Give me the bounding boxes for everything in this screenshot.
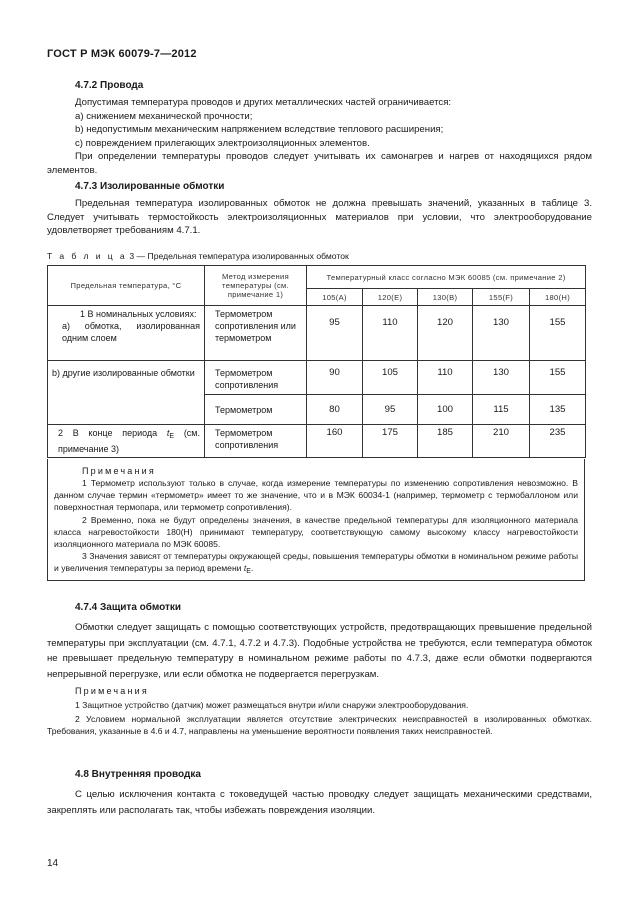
table-row (48, 306, 586, 361)
table-cell: Термометром сопротивления или термометром (205, 306, 307, 361)
symbol-subscript: E (169, 433, 175, 440)
note-item: 1 Защитное устройство (датчик) может размещаться внутри и/или снаружи электрооборудования. (75, 700, 469, 710)
section-title: 4.7.3 Изолированные обмотки (75, 181, 225, 192)
table-cell: 235 (530, 425, 586, 458)
note-item: 2 Временно, пока не будут определены значения, в качестве предельной температуры для изоляционного материала класса нагревостойкости 180(Н) принимают температуру, соответствующую самому высокому классу нагревостойкости изоляционного материала по МЭК 60085. (54, 514, 578, 550)
table-cell: 135 (530, 395, 586, 425)
note-item: 2 Условием нормальной эксплуатации является отсутствие электрических неисправностей в изолированных обмотках. Требования, указанные в 4.6 и 4.7, направлены на уменьшение вероятности появления таких неисправностей. (47, 714, 592, 737)
notes-title: Примечания (75, 686, 149, 696)
table-cell: 90 (307, 361, 363, 395)
row-label (48, 425, 205, 458)
list-item: а) снижением механической прочности; (75, 110, 253, 122)
section-title: 4.8 Внутренняя проводка (75, 769, 201, 780)
note-text: 3 Значения зависят от температуры окружающей среды, повышения температуры обмотки в номинальном режиме работы и увеличения температуры за период времени (54, 551, 578, 574)
table-notes (47, 459, 585, 581)
table-cell: 100 (418, 395, 473, 425)
section-4-7-4 (47, 601, 592, 738)
paragraph: Допустимая температура проводов и других металлических частей ограничивается: (75, 97, 452, 108)
note-text-end: . (250, 563, 254, 574)
table-cell: 80 (307, 395, 363, 425)
header-method: Метод измерения температуры (см. примечание 1) (205, 266, 307, 306)
section-title: 4.7.4 Защита обмотки (75, 602, 181, 613)
paragraph: С целью исключения контакта с токоведущей частью проводку следует защищать механическими средствами, закреплять или располагать так, чтобы избежать повреждения изоляции. (47, 789, 592, 816)
table-cell: Термометром (205, 395, 307, 425)
table-cell: 155 (530, 306, 586, 361)
table-cell: 185 (418, 425, 473, 458)
table-caption-prefix: Т а б л и ц а (47, 251, 127, 261)
table-caption (47, 251, 349, 261)
symbol-subscript: E (246, 568, 251, 576)
table-cell: 175 (363, 425, 418, 458)
header-class-cell: 120(Е) (363, 289, 418, 306)
table-cell: 95 (307, 306, 363, 361)
table-cell: 110 (418, 361, 473, 395)
table-cell: 130 (473, 361, 530, 395)
table-cell: 155 (530, 361, 586, 395)
note-item (54, 550, 578, 578)
section-4-7-2 (47, 79, 592, 178)
document-header: ГОСТ Р МЭК 60079-7—2012 (47, 48, 197, 60)
row-group-label: 1 В номинальных условиях: (80, 309, 197, 319)
table-cell: 130 (473, 306, 530, 361)
table-cell: 110 (363, 306, 418, 361)
symbol-t: t (166, 428, 170, 438)
table-header-row (48, 266, 586, 289)
paragraph: При определении температуры проводов следует учитывать их самонагрев и нагрев от находящихся рядом элементов. (47, 151, 592, 176)
table-cell: 115 (473, 395, 530, 425)
table-cell: 160 (307, 425, 363, 458)
list-item: b) недопустимым механическим напряжением вследствие теплового расширения; (75, 124, 444, 136)
header-class-cell: 130(В) (418, 289, 473, 306)
page-number: 14 (47, 858, 59, 869)
temperature-table (47, 265, 586, 458)
table-cell: 120 (418, 306, 473, 361)
row-label: а) обмотка, изолированная одним слоем (62, 321, 200, 343)
header-temperature: Предельная температура, °С (48, 266, 205, 306)
row-label: b) другие изолированные обмотки (48, 361, 205, 425)
table-row (48, 361, 586, 395)
header-class-cell: 180(Н) (530, 289, 586, 306)
table-caption-text: 3 — Предельная температура изолированных обмоток (129, 251, 349, 261)
table-row (48, 425, 586, 458)
header-class-cell: 105(А) (307, 289, 363, 306)
section-title: 4.7.2 Провода (75, 80, 144, 91)
paragraph: Предельная температура изолированных обмоток не должна превышать значений, указанных в таблице 3. Следует учитывать термостойкость электроизоляционных материалов при условии, что электрооборудование удовлетворяет требованиям 4.7.1. (47, 198, 592, 237)
table-cell: 210 (473, 425, 530, 458)
header-class-cell: 155(F) (473, 289, 530, 306)
table-cell (48, 306, 205, 361)
list-item: с) повреждением прилегающих электроизоляционных элементов. (75, 137, 370, 149)
section-4-7-3 (47, 180, 592, 238)
table-cell: Термометром сопротивления (205, 425, 307, 458)
symbol-t: t (243, 563, 247, 574)
table-cell: 105 (363, 361, 418, 395)
row-label-text: (см. примечание 3) (58, 428, 200, 454)
section-4-8 (47, 768, 592, 818)
table-cell: 95 (363, 395, 418, 425)
table-cell: Термометром сопротивления (205, 361, 307, 395)
note-item: 1 Термометр используют только в случае, когда измерение температуры по изменению сопротивления невозможно. В данном случае термин «термометр» имеет то же значение, что и в МЭК 60034-1 (например, термометр с термобаллоном или поверхностная термопара, или термометр сопротивления). (54, 478, 578, 513)
row-label-text: 2 В конце периода (58, 428, 158, 438)
header-temperature-class: Температурный класс согласно МЭК 60085 (см. примечание 2) (307, 266, 586, 289)
paragraph: Обмотки следует защищать с помощью соответствующих устройств, предотвращающих превышение предельной температуры при эксплуатации (см. 4.7.1, 4.7.2 и 4.7.3). Подобные устройства не требуются, если температура обмоток не превышает предельную температуру в номинальном режиме работы по 4.7.3, даже если обмотки подвергаются непрерывной перегрузке, или если обмотка не подвергается перегрузкам. (47, 622, 592, 680)
notes-title: Примечания (82, 466, 156, 476)
